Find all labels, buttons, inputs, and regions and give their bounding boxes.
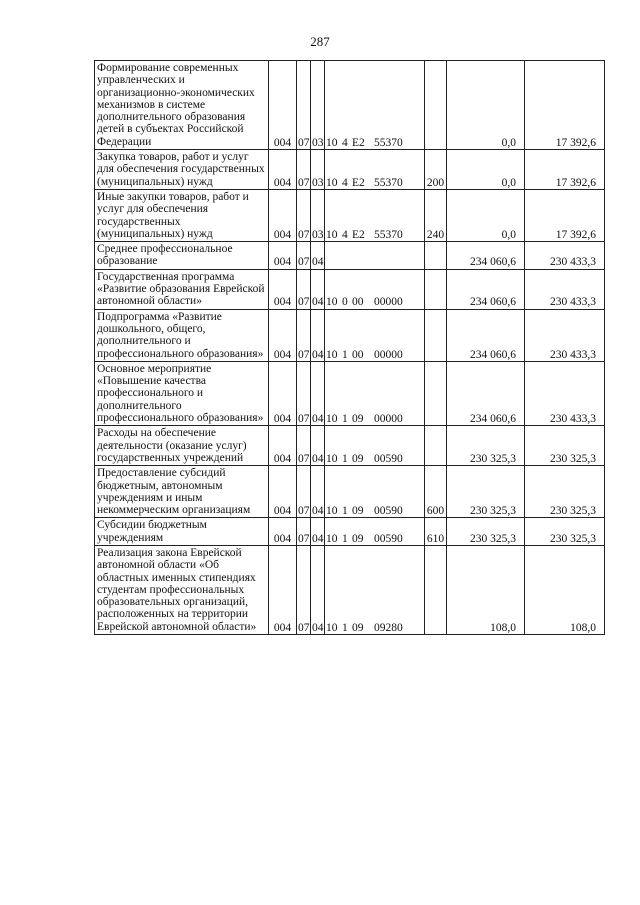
section-code: 07 [297,466,311,518]
expense-name: Формирование современных управленческих и организационно-экономических механизмов в системе дополнительного образования детей в субъектах Российской Федерации [97,62,255,148]
amount-year-2: 17 392,6 [525,150,605,190]
amount-year-1: 0,0 [447,150,525,190]
expense-name-cell [95,61,269,150]
table-row [95,361,605,425]
target-code-program: 10 [326,413,338,426]
target-code-direction: 00000 [374,413,403,426]
page-number: 287 [310,34,330,49]
target-code-direction: 55370 [374,176,403,189]
expense-type-code [425,361,447,425]
amount-year-2: 108,0 [525,545,605,634]
expense-name-cell [95,150,269,190]
expense-type-code [425,309,447,361]
target-article-code [325,426,425,466]
target-code-direction: 00590 [374,532,403,545]
expense-name: Среднее профессиональное образование [97,243,233,268]
target-article-code [325,61,425,150]
expense-type-code [425,61,447,150]
target-code-event: 09 [352,532,364,545]
subsection-code: 03 [311,61,325,150]
target-code-program: 10 [326,532,338,545]
target-code-direction: 09280 [374,621,403,634]
expense-name: Реализация закона Еврейской автономной области «Об областных именных стипендиях студентам профессиональных образовательных организаций, расположенных на территории Еврейской автономной области» [97,546,257,633]
target-code-event: 09 [352,621,364,634]
ved-code: 004 [269,545,297,634]
table-row [95,189,605,241]
expense-name: Закупка товаров, работ и услуг для обеспечения государственных (муниципальных) нужд [97,151,265,188]
target-code-subprogram: 1 [342,532,348,545]
ved-code: 004 [269,189,297,241]
subsection-code: 04 [311,242,325,270]
target-code-event: 00 [352,296,364,309]
expense-name-cell [95,426,269,466]
amount-year-2: 230 325,3 [525,466,605,518]
target-code-subprogram: 4 [342,136,348,149]
amount-year-1: 234 060,6 [447,242,525,270]
target-code-subprogram: 1 [342,505,348,518]
target-code-direction: 00590 [374,452,403,465]
target-article-code [325,269,425,309]
target-code-program: 10 [326,621,338,634]
target-code-event: E2 [352,228,365,241]
target-code-subprogram: 4 [342,176,348,189]
target-code-program: 10 [326,348,338,361]
expense-name: Расходы на обеспечение деятельности (оказание услуг) государственных учреждений [97,427,247,464]
expense-name-cell [95,189,269,241]
table-row [95,426,605,466]
section-code: 07 [297,269,311,309]
target-code-event: 00 [352,348,364,361]
target-code-direction: 00000 [374,348,403,361]
expense-type-code [425,426,447,466]
expense-name-cell [95,545,269,634]
table-row [95,242,605,270]
expense-type-code [425,269,447,309]
target-code-event: E2 [352,176,365,189]
section-code: 07 [297,61,311,150]
target-article-code [325,545,425,634]
ved-code: 004 [269,150,297,190]
expense-type-code: 200 [425,150,447,190]
target-code-program: 10 [326,452,338,465]
target-code-subprogram: 1 [342,452,348,465]
expense-name: Основное мероприятие «Повышение качества профессионального и дополнительного профессионального образования» [97,362,264,425]
amount-year-2: 230 433,3 [525,361,605,425]
amount-year-2: 230 433,3 [525,309,605,361]
table-row [95,309,605,361]
section-code: 07 [297,545,311,634]
target-code-program: 10 [326,228,338,241]
expense-name: Предоставление субсидий бюджетным, автономным учреждениям и иным некоммерческим организациям [97,467,251,517]
ved-code: 004 [269,426,297,466]
table-row [95,545,605,634]
subsection-code: 04 [311,518,325,546]
amount-year-1: 108,0 [447,545,525,634]
subsection-code: 04 [311,426,325,466]
expense-name-cell [95,242,269,270]
target-code-direction: 00000 [374,296,403,309]
amount-year-2: 230 433,3 [525,269,605,309]
target-article-code [325,466,425,518]
section-code: 07 [297,518,311,546]
section-code: 07 [297,426,311,466]
ved-code: 004 [269,518,297,546]
target-code-event: 09 [352,413,364,426]
target-article-code [325,309,425,361]
amount-year-1: 234 060,6 [447,269,525,309]
amount-year-2: 17 392,6 [525,61,605,150]
section-code: 07 [297,361,311,425]
amount-year-2: 17 392,6 [525,189,605,241]
subsection-code: 03 [311,150,325,190]
expense-name: Иные закупки товаров, работ и услуг для обеспечения государственных (муниципальных) нужд [97,190,249,240]
section-code: 07 [297,150,311,190]
expense-name: Государственная программа «Развитие образования Еврейской автономной области» [97,270,265,308]
expense-name-cell [95,269,269,309]
ved-code: 004 [269,309,297,361]
ved-code: 004 [269,242,297,270]
expense-name-cell [95,361,269,425]
expense-name-cell [95,309,269,361]
amount-year-1: 230 325,3 [447,426,525,466]
target-code-program: 10 [326,136,338,149]
target-article-code [325,361,425,425]
target-code-direction: 00590 [374,505,403,518]
budget-table-body [95,61,605,635]
target-code-program: 10 [326,505,338,518]
target-code-subprogram: 0 [342,296,348,309]
target-code-program: 10 [326,296,338,309]
target-code-event: 09 [352,505,364,518]
amount-year-1: 0,0 [447,61,525,150]
target-code-event: 09 [352,452,364,465]
subsection-code: 03 [311,189,325,241]
ved-code: 004 [269,361,297,425]
amount-year-1: 234 060,6 [447,361,525,425]
amount-year-2: 230 325,3 [525,426,605,466]
target-code-program: 10 [326,176,338,189]
target-article-code [325,518,425,546]
expense-name-cell [95,518,269,546]
target-code-subprogram: 4 [342,228,348,241]
subsection-code: 04 [311,545,325,634]
ved-code: 004 [269,269,297,309]
amount-year-2: 230 325,3 [525,518,605,546]
subsection-code: 04 [311,309,325,361]
expense-type-code [425,545,447,634]
target-code-direction: 55370 [374,228,403,241]
expense-name: Подпрограмма «Развитие дошкольного, общего, дополнительного и профессионального образования» [97,310,264,360]
section-code: 07 [297,189,311,241]
table-row [95,466,605,518]
target-code-direction: 55370 [374,136,403,149]
amount-year-1: 234 060,6 [447,309,525,361]
expense-name: Субсидии бюджетным учреждениям [97,519,207,544]
expense-name-cell [95,466,269,518]
expense-type-code: 610 [425,518,447,546]
expense-type-code: 600 [425,466,447,518]
section-code: 07 [297,309,311,361]
ved-code: 004 [269,466,297,518]
budget-table [94,60,605,635]
amount-year-2: 230 433,3 [525,242,605,270]
target-article-code [325,150,425,190]
target-article-code [325,242,425,270]
subsection-code: 04 [311,466,325,518]
target-code-subprogram: 1 [342,348,348,361]
expense-type-code [425,242,447,270]
table-row [95,269,605,309]
expense-type-code: 240 [425,189,447,241]
amount-year-1: 230 325,3 [447,518,525,546]
table-row [95,150,605,190]
subsection-code: 04 [311,269,325,309]
ved-code: 004 [269,61,297,150]
target-code-subprogram: 1 [342,621,348,634]
table-row [95,61,605,150]
amount-year-1: 230 325,3 [447,466,525,518]
amount-year-1: 0,0 [447,189,525,241]
section-code: 07 [297,242,311,270]
table-row [95,518,605,546]
subsection-code: 04 [311,361,325,425]
target-article-code [325,189,425,241]
target-code-subprogram: 1 [342,413,348,426]
target-code-event: E2 [352,136,365,149]
